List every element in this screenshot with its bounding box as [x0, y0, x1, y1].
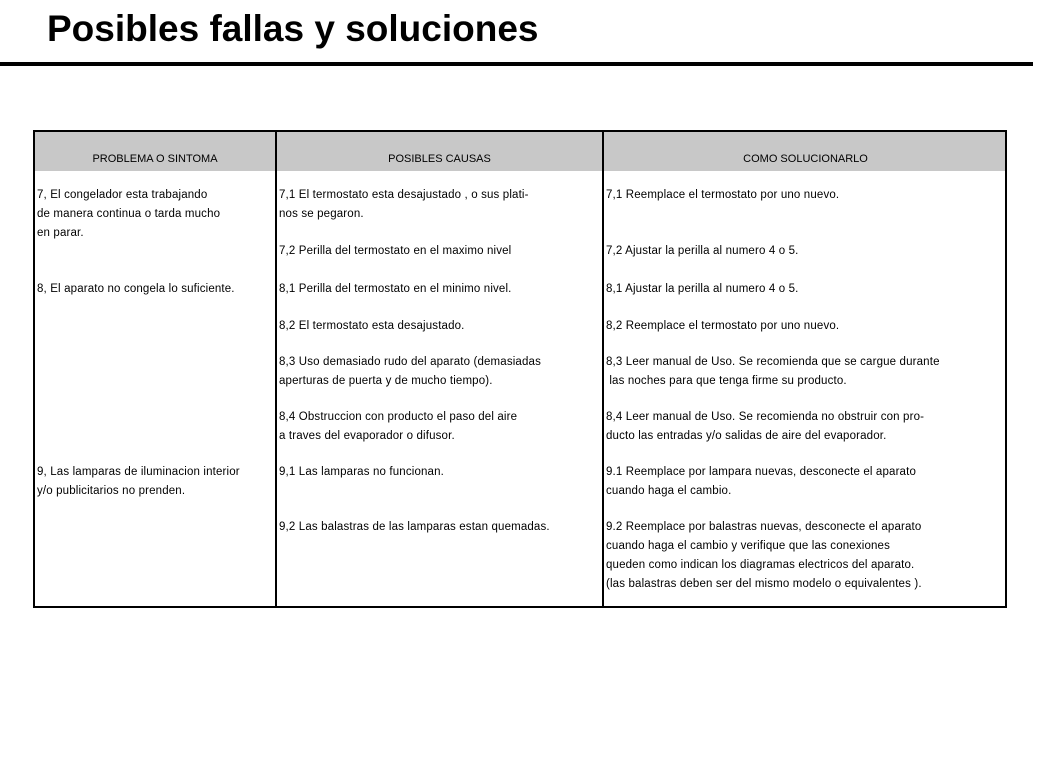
troubleshooting-table	[33, 130, 1007, 608]
title-underline	[0, 62, 1033, 66]
page-title: Posibles fallas y soluciones	[47, 8, 539, 49]
cause-cell: 8,4 Obstruccion con producto el paso del aire a traves del evaporador o difusor.	[279, 411, 518, 442]
cause-cell: 8,2 El termostato esta desajustado.	[279, 320, 465, 332]
solution-cell: 8,2 Reemplace el termostato por uno nuevo.	[606, 320, 840, 332]
solution-cell: 7,1 Reemplace el termostato por uno nuevo.	[606, 189, 840, 201]
cause-cell: 7,1 El termostato esta desajustado , o sus plati- nos se pegaron.	[279, 189, 529, 220]
header-problem: PROBLEMA O SINTOMA	[92, 153, 218, 165]
cause-cell: 8,3 Uso demasiado rudo del aparato (demasiadas aperturas de puerta y de mucho tiempo).	[279, 356, 541, 387]
solution-cell: 9.2 Reemplace por balastras nuevas, desconecte el aparato cuando haga el cambio y verifique que las conexiones queden como indican los diagramas electricos del aparato. (las balastras deben ser del mismo modelo o equivalentes ).	[606, 521, 922, 590]
cause-cell: 7,2 Perilla del termostato en el maximo nivel	[279, 245, 512, 257]
cause-cell: 9,1 Las lamparas no funcionan.	[279, 466, 444, 478]
table-header-row	[35, 132, 1005, 171]
solution-cell: 8,3 Leer manual de Uso. Se recomienda que se cargue durante las noches para que tenga firme su producto.	[606, 356, 940, 387]
solution-cell: 9.1 Reemplace por lampara nuevas, desconecte el aparato cuando haga el cambio.	[606, 466, 916, 497]
problem-cell: 7, El congelador esta trabajando de manera continua o tarda mucho en parar.	[37, 189, 221, 239]
solution-cell: 8,4 Leer manual de Uso. Se recomienda no obstruir con pro- ducto las entradas y/o salidas de aire del evaporador.	[606, 411, 925, 442]
cause-cell: 9,2 Las balastras de las lamparas estan quemadas.	[279, 521, 550, 533]
problem-cell: 9, Las lamparas de iluminacion interior y/o publicitarios no prenden.	[37, 466, 240, 497]
header-causes: POSIBLES CAUSAS	[388, 153, 491, 165]
problem-cell: 8, El aparato no congela lo suficiente.	[37, 283, 235, 295]
solution-cell: 8,1 Ajustar la perilla al numero 4 o 5.	[606, 283, 799, 295]
cause-cell: 8,1 Perilla del termostato en el minimo nivel.	[279, 283, 512, 295]
column-divider	[602, 132, 604, 606]
solution-cell: 7,2 Ajustar la perilla al numero 4 o 5.	[606, 245, 799, 257]
header-solutions: COMO SOLUCIONARLO	[743, 153, 868, 165]
column-divider	[275, 132, 277, 606]
